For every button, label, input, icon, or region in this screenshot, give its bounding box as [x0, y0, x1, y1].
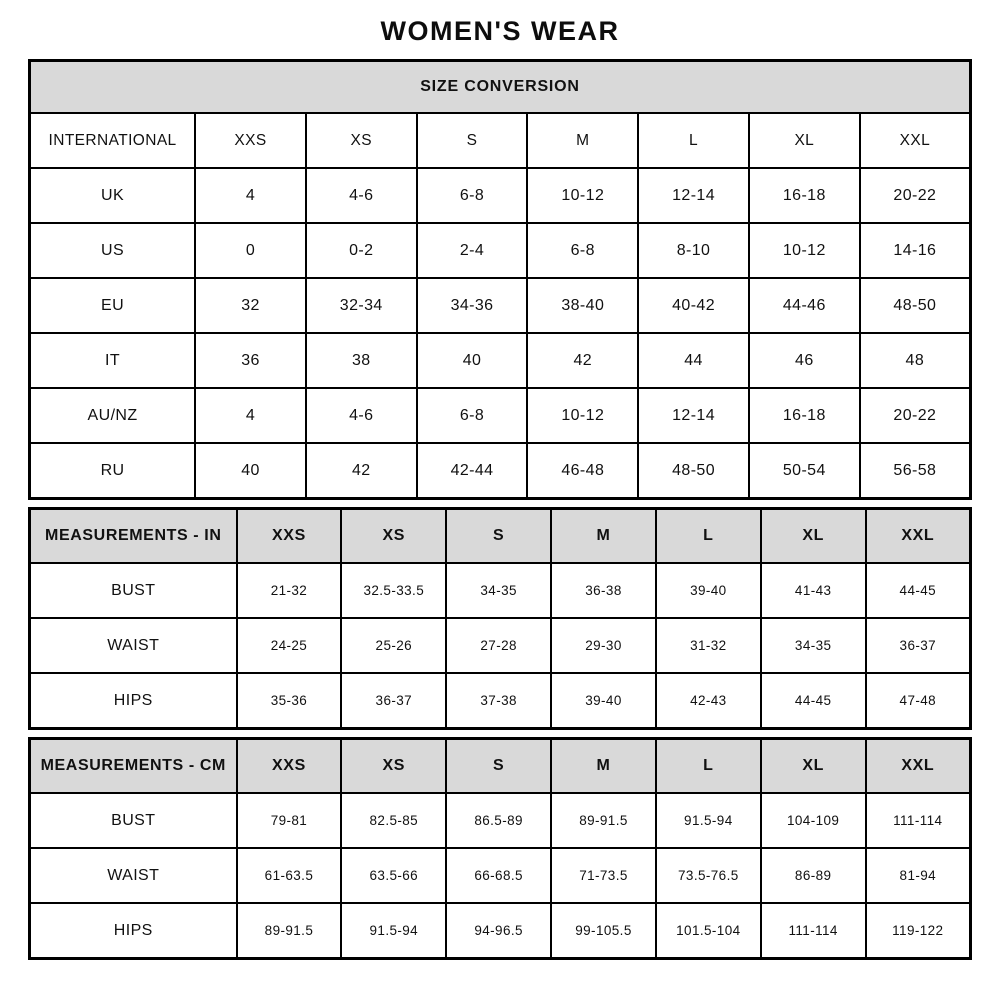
value-cell: 0-2 [306, 223, 417, 278]
value-cell: 16-18 [749, 168, 860, 223]
table-row [30, 618, 971, 673]
value-cell: 44-45 [866, 563, 971, 618]
value-cell: 66-68.5 [446, 848, 551, 903]
value-cell: 6-8 [417, 168, 528, 223]
value-cell: 10-12 [527, 388, 638, 443]
value-cell: 89-91.5 [551, 793, 656, 848]
col-header-xs: XS [306, 113, 417, 168]
row-header-cell: HIPS [30, 673, 237, 729]
value-cell: 36-38 [551, 563, 656, 618]
value-cell: 86.5-89 [446, 793, 551, 848]
col-header-s: S [417, 113, 528, 168]
value-cell: 48-50 [860, 278, 971, 333]
col-header-xxl: XXL [860, 113, 971, 168]
value-cell: 32 [195, 278, 306, 333]
row-header-cell: WAIST [30, 848, 237, 903]
table-row [30, 388, 971, 443]
col-header-m: M [551, 509, 656, 564]
value-cell: 39-40 [551, 673, 656, 729]
value-cell: 38 [306, 333, 417, 388]
value-cell: 44-45 [761, 673, 866, 729]
table-row [30, 278, 971, 333]
table-row [30, 223, 971, 278]
value-cell: 32.5-33.5 [341, 563, 446, 618]
measurements-in-corner-header: MEASUREMENTS - IN [30, 509, 237, 564]
measurements-in-table [28, 507, 972, 730]
value-cell: 81-94 [866, 848, 971, 903]
col-header-m: M [551, 739, 656, 794]
value-cell: 40 [417, 333, 528, 388]
row-header-cell: WAIST [30, 618, 237, 673]
value-cell: 61-63.5 [237, 848, 342, 903]
col-header-xs: XS [341, 739, 446, 794]
value-cell: 29-30 [551, 618, 656, 673]
value-cell: 40-42 [638, 278, 749, 333]
value-cell: 20-22 [860, 388, 971, 443]
value-cell: 34-35 [761, 618, 866, 673]
value-cell: 6-8 [417, 388, 528, 443]
measurements-cm-corner-header: MEASUREMENTS - CM [30, 739, 237, 794]
size-conversion-table [28, 59, 972, 500]
measurements-in-header-row [30, 509, 971, 564]
col-header-xs: XS [341, 509, 446, 564]
row-header-cell: US [30, 223, 196, 278]
value-cell: 42-44 [417, 443, 528, 499]
table-row [30, 443, 971, 499]
value-cell: 42-43 [656, 673, 761, 729]
size-conversion-header-row [30, 113, 971, 168]
row-header-cell: IT [30, 333, 196, 388]
value-cell: 111-114 [761, 903, 866, 959]
table-row [30, 793, 971, 848]
measurements-cm-table [28, 737, 972, 960]
row-header-cell: RU [30, 443, 196, 499]
col-header-xl: XL [761, 509, 866, 564]
measurements-cm-header-row [30, 739, 971, 794]
value-cell: 2-4 [417, 223, 528, 278]
col-header-s: S [446, 509, 551, 564]
value-cell: 20-22 [860, 168, 971, 223]
value-cell: 0 [195, 223, 306, 278]
value-cell: 8-10 [638, 223, 749, 278]
value-cell: 101.5-104 [656, 903, 761, 959]
value-cell: 111-114 [866, 793, 971, 848]
row-header-cell: UK [30, 168, 196, 223]
value-cell: 4-6 [306, 168, 417, 223]
value-cell: 42 [306, 443, 417, 499]
value-cell: 10-12 [749, 223, 860, 278]
value-cell: 56-58 [860, 443, 971, 499]
value-cell: 99-105.5 [551, 903, 656, 959]
col-header-xxl: XXL [866, 739, 971, 794]
value-cell: 47-48 [866, 673, 971, 729]
value-cell: 39-40 [656, 563, 761, 618]
value-cell: 94-96.5 [446, 903, 551, 959]
value-cell: 89-91.5 [237, 903, 342, 959]
value-cell: 36 [195, 333, 306, 388]
table-row [30, 673, 971, 729]
col-header-l: L [656, 509, 761, 564]
value-cell: 41-43 [761, 563, 866, 618]
value-cell: 16-18 [749, 388, 860, 443]
value-cell: 40 [195, 443, 306, 499]
value-cell: 6-8 [527, 223, 638, 278]
page-title: WOMEN'S WEAR [380, 16, 620, 46]
value-cell: 48-50 [638, 443, 749, 499]
size-conversion-corner-header: INTERNATIONAL [30, 113, 196, 168]
value-cell: 10-12 [527, 168, 638, 223]
col-header-s: S [446, 739, 551, 794]
table-row [30, 563, 971, 618]
col-header-xl: XL [749, 113, 860, 168]
value-cell: 48 [860, 333, 971, 388]
value-cell: 37-38 [446, 673, 551, 729]
value-cell: 86-89 [761, 848, 866, 903]
size-conversion-banner: SIZE CONVERSION [30, 61, 971, 114]
table-row [30, 168, 971, 223]
value-cell: 82.5-85 [341, 793, 446, 848]
value-cell: 36-37 [341, 673, 446, 729]
value-cell: 46-48 [527, 443, 638, 499]
col-header-m: M [527, 113, 638, 168]
value-cell: 50-54 [749, 443, 860, 499]
row-header-cell: BUST [30, 793, 237, 848]
value-cell: 32-34 [306, 278, 417, 333]
value-cell: 38-40 [527, 278, 638, 333]
col-header-xxl: XXL [866, 509, 971, 564]
value-cell: 24-25 [237, 618, 342, 673]
col-header-l: L [656, 739, 761, 794]
col-header-l: L [638, 113, 749, 168]
col-header-xxs: XXS [237, 739, 342, 794]
value-cell: 34-35 [446, 563, 551, 618]
value-cell: 31-32 [656, 618, 761, 673]
value-cell: 4 [195, 168, 306, 223]
table-row [30, 848, 971, 903]
table-row [30, 903, 971, 959]
table-row [30, 333, 971, 388]
value-cell: 4 [195, 388, 306, 443]
value-cell: 44-46 [749, 278, 860, 333]
value-cell: 104-109 [761, 793, 866, 848]
size-chart-tables [28, 59, 972, 960]
col-header-xxs: XXS [195, 113, 306, 168]
value-cell: 14-16 [860, 223, 971, 278]
row-header-cell: HIPS [30, 903, 237, 959]
value-cell: 21-32 [237, 563, 342, 618]
value-cell: 91.5-94 [341, 903, 446, 959]
value-cell: 73.5-76.5 [656, 848, 761, 903]
value-cell: 63.5-66 [341, 848, 446, 903]
row-header-cell: EU [30, 278, 196, 333]
value-cell: 71-73.5 [551, 848, 656, 903]
value-cell: 42 [527, 333, 638, 388]
value-cell: 119-122 [866, 903, 971, 959]
value-cell: 79-81 [237, 793, 342, 848]
value-cell: 46 [749, 333, 860, 388]
value-cell: 25-26 [341, 618, 446, 673]
value-cell: 12-14 [638, 168, 749, 223]
value-cell: 27-28 [446, 618, 551, 673]
value-cell: 4-6 [306, 388, 417, 443]
value-cell: 36-37 [866, 618, 971, 673]
row-header-cell: AU/NZ [30, 388, 196, 443]
value-cell: 34-36 [417, 278, 528, 333]
value-cell: 91.5-94 [656, 793, 761, 848]
col-header-xxs: XXS [237, 509, 342, 564]
row-header-cell: BUST [30, 563, 237, 618]
col-header-xl: XL [761, 739, 866, 794]
value-cell: 12-14 [638, 388, 749, 443]
value-cell: 44 [638, 333, 749, 388]
value-cell: 35-36 [237, 673, 342, 729]
